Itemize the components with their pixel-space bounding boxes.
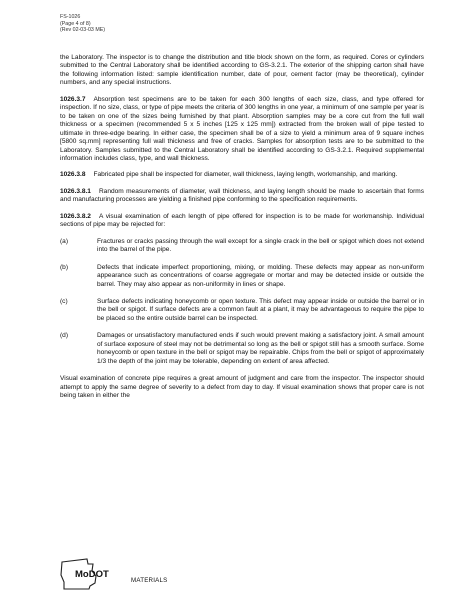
section-text: A visual examination of each length of pipe offered for inspection is to be made for workmanship. Individual sections of pipe may be rejected for: <box>60 212 424 229</box>
list-text: Surface defects indicating honeycomb or open texture. This defect may appear inside or outside the barrel or in the bell or spigot. If surface defects are a common fault at a plant, it may be advantageous to require the pipe to be placed so the entire outside barrel can be inspected. <box>97 297 424 322</box>
logo-text: MoDOT <box>75 569 109 580</box>
section-1026-3-8 <box>60 171 424 179</box>
section-number: 1026.3.8.1 <box>60 187 91 195</box>
section-1026-3-8-2 <box>60 213 424 230</box>
page-footer <box>60 555 440 591</box>
footer-label: MATERIALS <box>131 577 168 584</box>
page-number: (Page 4 of 8) <box>60 20 91 27</box>
section-text: Random measurements of diameter, wall thickness, and laying length should be made to ascertain that forms and manufacturing processes are yielding a finished pipe conforming to the specification requirements. <box>60 187 424 204</box>
list-item <box>60 264 424 289</box>
document-body <box>60 54 424 409</box>
section-number: 1026.3.8.2 <box>60 212 91 220</box>
closing-paragraph: Visual examination of concrete pipe requires a great amount of judgment and care from the inspector. The inspector should attempt to apply the same degree of severity to a defect from day to day. If visual examination shows that proper care is not being taken in either the <box>60 375 424 400</box>
list-text: Damages or unsatisfactory manufactured ends if such would prevent making a satisfactory joint. A small amount of surface exposure of steel may not be detrimental so long as the bell or spigot still has a smooth surface. Some honeycomb or open texture in the bell or spigot may be repairable. Chips from the bell or spigot of approximately 1/3 the depth of the joint may be tolerable, depending on extent of area affected. <box>97 332 424 365</box>
list-label: (d) <box>60 332 69 340</box>
section-1026-3-8-1 <box>60 188 424 205</box>
list-item <box>60 298 424 323</box>
form-id: FS-1026 <box>60 14 81 20</box>
section-number: 1026.3.8 <box>60 171 86 179</box>
modot-logo-icon <box>60 555 126 591</box>
section-number: 1026.3.7 <box>60 95 86 103</box>
list-item <box>60 332 424 366</box>
revision: (Rev 02-03-03 ME) <box>60 27 106 34</box>
section-text: Fabricated pipe shall be inspected for diameter, wall thickness, laying length, workmanship, and marking. <box>93 171 398 179</box>
list-item <box>60 238 424 255</box>
list-text: Defects that indicate imperfect proportioning, mixing, or molding. These defects may appear as non-uniform appearance such as concentrations of coarse aggregate or mortar and may be detected inside or outside the barrel. They may also appear as non-uniformity in lines or shape. <box>97 263 424 288</box>
list-text: Fractures or cracks passing through the wall except for a single crack in the bell or spigot which does not extend into the barrel of the pipe. <box>97 237 424 254</box>
intro-paragraph: the Laboratory. The inspector is to change the distribution and title block shown on the form, as required. Cores or cylinders submitted to the Central Laboratory shall be identified according to GS-3.2.1. The exterior of the shipping carton shall have the following information listed: sample identification number, date of pour, cement factor (may be theoretical), cylinder numbers, and any special instructions. <box>60 54 424 87</box>
list-label: (a) <box>60 237 69 245</box>
list-label: (c) <box>60 297 68 305</box>
list-label: (b) <box>60 263 69 271</box>
section-1026-3-7 <box>60 96 424 164</box>
form-header <box>60 14 105 34</box>
section-text: Absorption test specimens are to be taken for each 300 lengths of each size, class, and type offered for inspection. If no size, class, or type of pipe meets the criteria of 300 lengths in one year, a minimum of one sample per year is to be taken on one of the sizes being furnished by that plant. Absorption samples may be a core cut from the full wall thickness or a specimen (recommended 5 x 5 inches [125 x 125 mm]) extracted from the broken wall of pipe tested to ultimate in three-edge bearing. In either case, the specimen shall be of a size to yield a minimum area of 9 square inches [5800 sq.mm] representing full wall thickness and free of cracks. Samples for absorption tests are to be submitted to the Laboratory. Samples submitted to the Central Laboratory shall be identified according to GS-3.2.1. Required supplemental information includes class, type, and wall thickness. <box>60 95 424 162</box>
